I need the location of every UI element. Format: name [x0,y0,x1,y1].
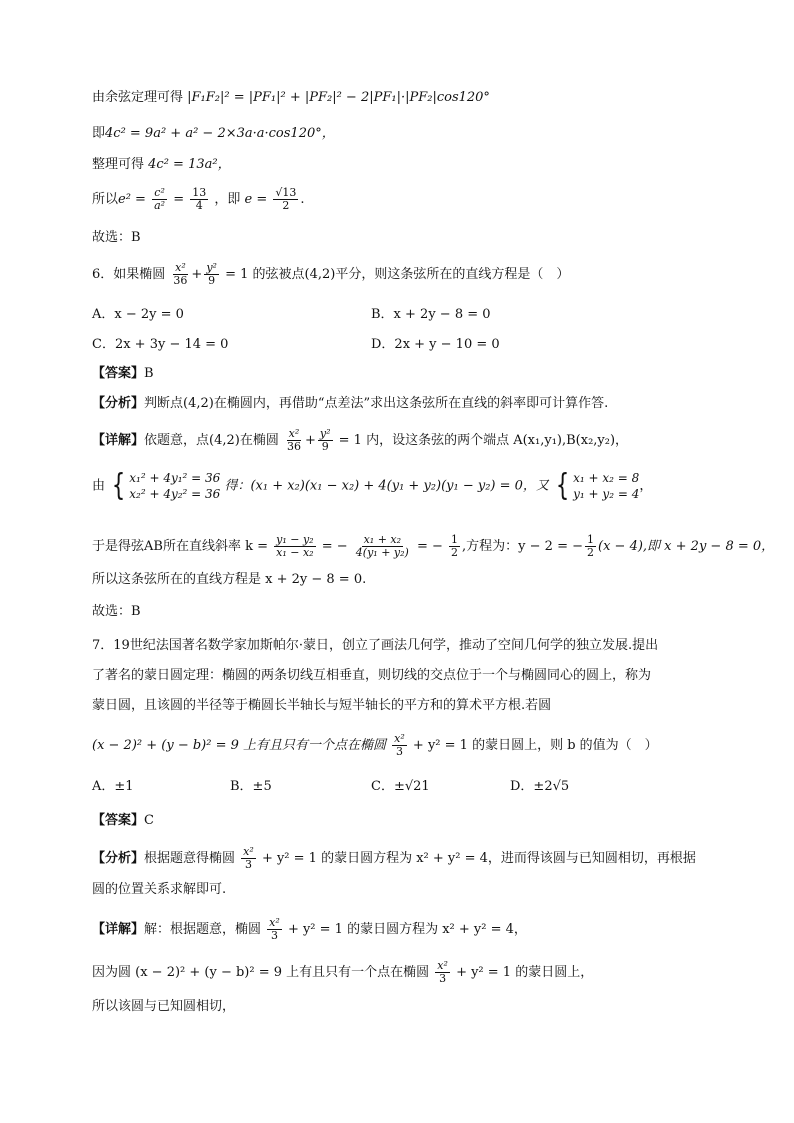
q6-detail: 【详解】依题意，点(4,2)在椭圆 $\frac{\text{x²}}{36}$ + $\frac{\text{y²}}{9}$ = 1 内，设这条弦的两个端点 A(x₁,y₁),B(x₂,y₂)， [92,427,629,453]
fraction: $\frac{\text{x²}}{3}$ [437,959,448,985]
q6-slope-line: 于是得弦AB所在直线斜率 k = $\frac{\text{y₁ − y₂}}{\text{x₁ − x₂}}$ = − $\frac{\text{x₁ + x₂}}{\text{4(y₁ + y₂)}}$ = − $\frac{1}{2}$ ,方程为：y − 2 = − $\frac{1}{2}$ (x − 4),即 x + 2y − 8 = 0， [92,533,775,559]
q6-stem: 6．如果椭圆 $\frac{\text{x²}}{36}$ + $\frac{\text{y²}}{9}$ = 1 的弦被点(4,2)平分，则这条弦所在的直线方程是（ ） [92,261,570,287]
law-of-cosines-line: 由余弦定理可得 |F₁F₂|² = |PF₁|² + |PF₂|² − 2|PF₁|·|PF₂|cos120° [92,90,490,105]
q7-stem-line-3: 蒙日圆，且该圆的半径等于椭圆长半轴长与短半轴长的平方和的算术平方根.若圆 [92,698,552,713]
simplify-line: 整理可得 4c² = 13a²， [92,157,231,172]
fraction: $\frac{\text{x²}}{3}$ [269,916,280,942]
fraction: $\frac{13}{4}$ [192,186,207,212]
q7-option-d: D．±2√5 [510,779,570,794]
q7-stem-line-2: 了著名的蒙日圆定理：椭圆的两条切线互相垂直，则切线的交点位于一个与椭圆同心的圆上，称为 [92,668,652,683]
fraction: $\frac{\text{x²}}{3}$ [243,845,254,871]
q7-stem-line-4: (x − 2)² + (y − b)² = 9 上有且只有一个点在椭圆 $\frac{\text{x²}}{3}$ + y² = 1 的蒙日圆上，则 b 的值为（ ） [92,732,658,758]
fraction: $\frac{\text{x²}}{36}$ [173,261,188,287]
q6-option-b: B．x + 2y − 8 = 0 [371,307,491,322]
q6-option-d: D．2x + y − 10 = 0 [371,337,500,352]
fraction: $\frac{\text{x²}}{36}$ [286,427,301,453]
q7-analysis-line-2: 圆的位置关系求解即可. [92,882,227,897]
fraction: $\frac{\text{c²}}{\text{a²}}$ [154,186,166,212]
q6-choose: 故选：B [92,604,141,619]
choice-line: 故选：B [92,230,141,245]
fraction: $\frac{\text{y²}}{9}$ [319,427,331,453]
equation-line: 即4c² = 9a² + a² − 2×3a·a·cos120°， [92,126,335,141]
q6-option-a: A．x − 2y = 0 [92,307,184,322]
q7-answer: 【答案】C [92,813,154,828]
q7-option-a: A．±1 [92,779,134,794]
q6-conclusion: 所以这条弦所在的直线方程是 x + 2y − 8 = 0. [92,572,367,587]
fraction: $\frac{\text{y²}}{9}$ [206,261,217,287]
q6-analysis: 【分析】判断点(4,2)在椭圆内，再借助“点差法”求出这条弦所在直线的斜率即可计算作答. [92,396,609,411]
equation-system: { x₁² + 4y₁² = 36 x₂² + 4y₂² = 36 [112,468,221,503]
q6-system-line: 由 { x₁² + 4y₁² = 36 x₂² + 4y₂² = 36 得：(x₁ + x₂)(x₁ − x₂) + 4(y₁ + y₂)(y₁ − y₂) = 0，又 { x₁ + x₂ = 8 y₁ + y₂ = 4 ， [92,468,653,503]
fraction: $\frac{1}{2}$ [587,533,595,559]
eccentricity-line: 所以e² = $\frac{\text{c²}}{\text{a²}}$ = $\frac{13}{4}$ ，即 e = $\frac{√13}{2}$ . [92,186,305,212]
equation-system: { x₁ + x₂ = 8 y₁ + y₂ = 4 [555,468,640,503]
fraction: $\frac{\text{x²}}{3}$ [394,732,405,758]
fraction: $\frac{\text{x₁ + x₂}}{\text{4(y₁ + y₂)}}$ [355,533,409,559]
fraction: $\frac{√13}{2}$ [275,186,297,212]
q7-because-line: 因为圆 (x − 2)² + (y − b)² = 9 上有且只有一个点在椭圆 $\frac{\text{x²}}{3}$ + y² = 1 的蒙日圆上， [92,959,594,985]
q7-stem-line-1: 7．19世纪法国著名数学家加斯帕尔·蒙日，创立了画法几何学，推动了空间几何学的独立发展.提出 [92,638,659,653]
q7-option-c: C．±√21 [371,779,430,794]
q6-answer: 【答案】B [92,366,154,381]
q7-analysis: 【分析】根据题意得椭圆 $\frac{\text{x²}}{3}$ + y² = 1 的蒙日圆方程为 x² + y² = 4，进而得该圆与已知圆相切，再根据 [92,845,696,871]
q6-option-c: C．2x + 3y − 14 = 0 [92,337,229,352]
q7-detail: 【详解】解：根据题意，椭圆 $\frac{\text{x²}}{3}$ + y² = 1 的蒙日圆方程为 x² + y² = 4， [92,916,527,942]
fraction: $\frac{\text{y₁ − y₂}}{\text{x₁ − x₂}}$ [276,533,314,559]
q7-option-b: B．±5 [230,779,272,794]
fraction: $\frac{1}{2}$ [451,533,459,559]
q7-tangent-line: 所以该圆与已知圆相切， [92,999,236,1014]
